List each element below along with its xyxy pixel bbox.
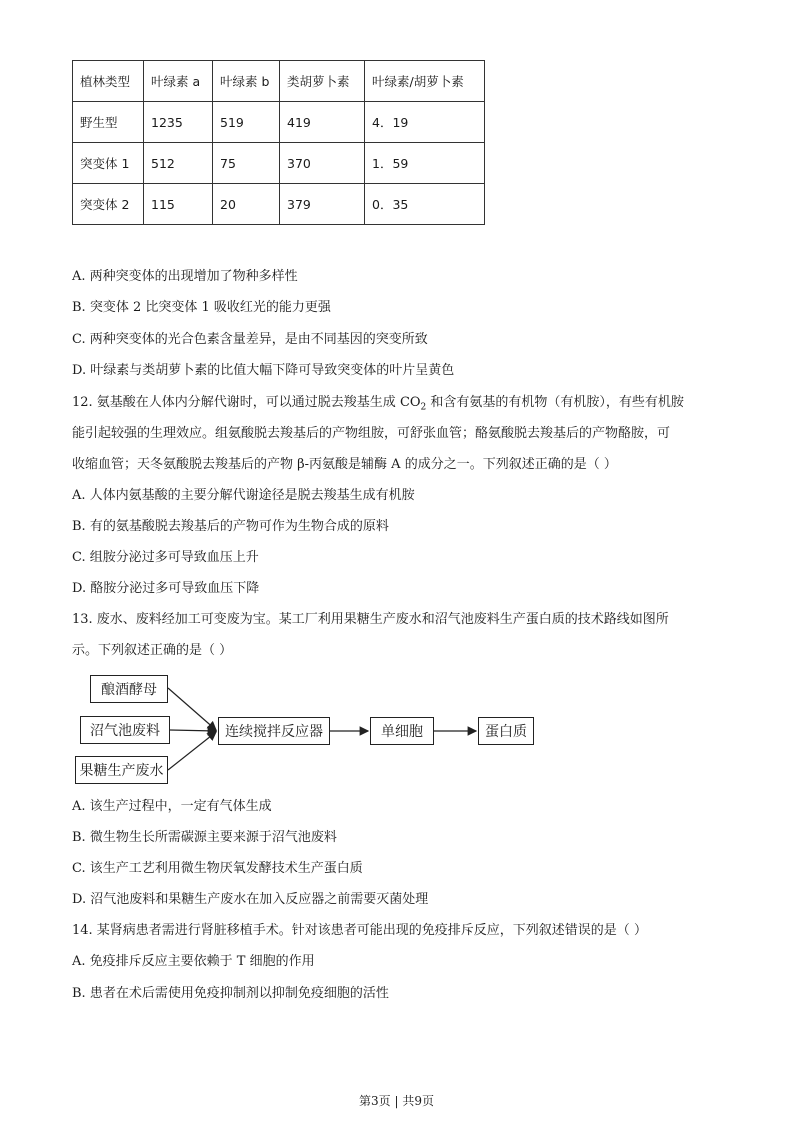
table-header-row — [73, 61, 485, 102]
q11-option-c: C. 两种突变体的光合色素含量差异，是由不同基因的突变所致 — [72, 332, 428, 347]
table-header-cell: 类胡萝卜素 — [280, 61, 365, 102]
box-biogas-waste: 沼气池废料 — [80, 716, 170, 744]
pigment-table — [72, 60, 485, 225]
table-row — [73, 102, 485, 143]
box-fructose-wastewater: 果糖生产废水 — [75, 756, 168, 784]
table-cell: 512 — [144, 143, 213, 184]
table-cell: 突变体 1 — [73, 143, 144, 184]
box-protein: 蛋白质 — [478, 717, 534, 745]
q13-option-b: B. 微生物生长所需碳源主要来源于沼气池废料 — [72, 830, 337, 845]
table-header-cell: 叶绿素 a — [144, 61, 213, 102]
q11-option-a: A. 两种突变体的出现增加了物种多样性 — [72, 269, 298, 284]
q13-option-d: D. 沼气池废料和果糖生产废水在加入反应器之前需要灭菌处理 — [72, 892, 429, 907]
co2-subscript: 2 — [420, 402, 427, 413]
q12-option-c: C. 组胺分泌过多可导致血压上升 — [72, 550, 259, 565]
table-cell: 4．19 — [365, 102, 485, 143]
q12-stem-line-3: 收缩血管；天冬氨酸脱去羧基后的产物 β-丙氨酸是辅酶 A 的成分之一。下列叙述正确的是（ ） — [72, 457, 617, 472]
q12-option-d: D. 酪胺分泌过多可导致血压下降 — [72, 581, 260, 596]
q12-option-a: A. 人体内氨基酸的主要分解代谢途径是脱去羧基生成有机胺 — [72, 488, 415, 503]
table-cell: 519 — [213, 102, 280, 143]
q14-option-a: A. 免疫排斥反应主要依赖于 T 细胞的作用 — [72, 954, 315, 969]
table-cell: 1235 — [144, 102, 213, 143]
table-cell: 75 — [213, 143, 280, 184]
q13-stem-line-2: 示。下列叙述正确的是（ ） — [72, 643, 233, 658]
page-footer: 第3页 | 共9页 — [359, 1094, 434, 1108]
table-cell: 20 — [213, 184, 280, 225]
box-yeast: 酿酒酵母 — [90, 675, 168, 703]
q11-option-d: D. 叶绿素与类胡萝卜素的比值大幅下降可导致突变体的叶片呈黄色 — [72, 363, 455, 378]
table-row — [73, 184, 485, 225]
q14-option-b: B. 患者在术后需使用免疫抑制剂以抑制免疫细胞的活性 — [72, 986, 389, 1001]
table-cell: 0．35 — [365, 184, 485, 225]
box-reactor: 连续搅拌反应器 — [218, 717, 330, 745]
arrow-yeast-to-reactor — [168, 688, 216, 730]
table-header-cell: 叶绿素/胡萝卜素 — [365, 61, 485, 102]
table-cell: 1．59 — [365, 143, 485, 184]
q13-option-a: A. 该生产过程中，一定有气体生成 — [72, 799, 272, 814]
arrow-waste-to-reactor — [170, 730, 216, 731]
table-header-cell: 叶绿素 b — [213, 61, 280, 102]
q12-stem-line-1 — [72, 394, 684, 417]
table-cell: 419 — [280, 102, 365, 143]
q11-option-b: B. 突变体 2 比突变体 1 吸收红光的能力更强 — [72, 300, 331, 315]
table-header-cell: 植林类型 — [73, 61, 144, 102]
box-single-cell: 单细胞 — [370, 717, 434, 745]
table-cell: 370 — [280, 143, 365, 184]
q12-option-b: B. 有的氨基酸脱去羧基后的产物可作为生物合成的原料 — [72, 519, 389, 534]
q12-stem-text: 和含有氨基的有机物（有机胺），有些有机胺 — [426, 395, 684, 410]
q13-option-c: C. 该生产工艺利用微生物厌氧发酵技术生产蛋白质 — [72, 861, 363, 876]
table-cell: 突变体 2 — [73, 184, 144, 225]
table-cell: 379 — [280, 184, 365, 225]
q12-stem-text: 12. 氨基酸在人体内分解代谢时，可以通过脱去羧基生成 CO — [72, 395, 421, 410]
q13-stem-line-1: 13. 废水、废料经加工可变废为宝。某工厂利用果糖生产废水和沼气池废料生产蛋白质的技术路线如图所 — [72, 612, 669, 627]
table-row — [73, 143, 485, 184]
table-cell: 115 — [144, 184, 213, 225]
arrow-water-to-reactor — [168, 732, 216, 770]
q14-stem-line-1: 14. 某肾病患者需进行肾脏移植手术。针对该患者可能出现的免疫排斥反应，下列叙述错误的是（ ） — [72, 923, 647, 938]
q12-stem-line-2: 能引起较强的生理效应。组氨酸脱去羧基后的产物组胺，可舒张血管；酪氨酸脱去羧基后的产物酪胺，可 — [72, 426, 671, 441]
process-flow-diagram — [72, 672, 572, 784]
table-cell: 野生型 — [73, 102, 144, 143]
